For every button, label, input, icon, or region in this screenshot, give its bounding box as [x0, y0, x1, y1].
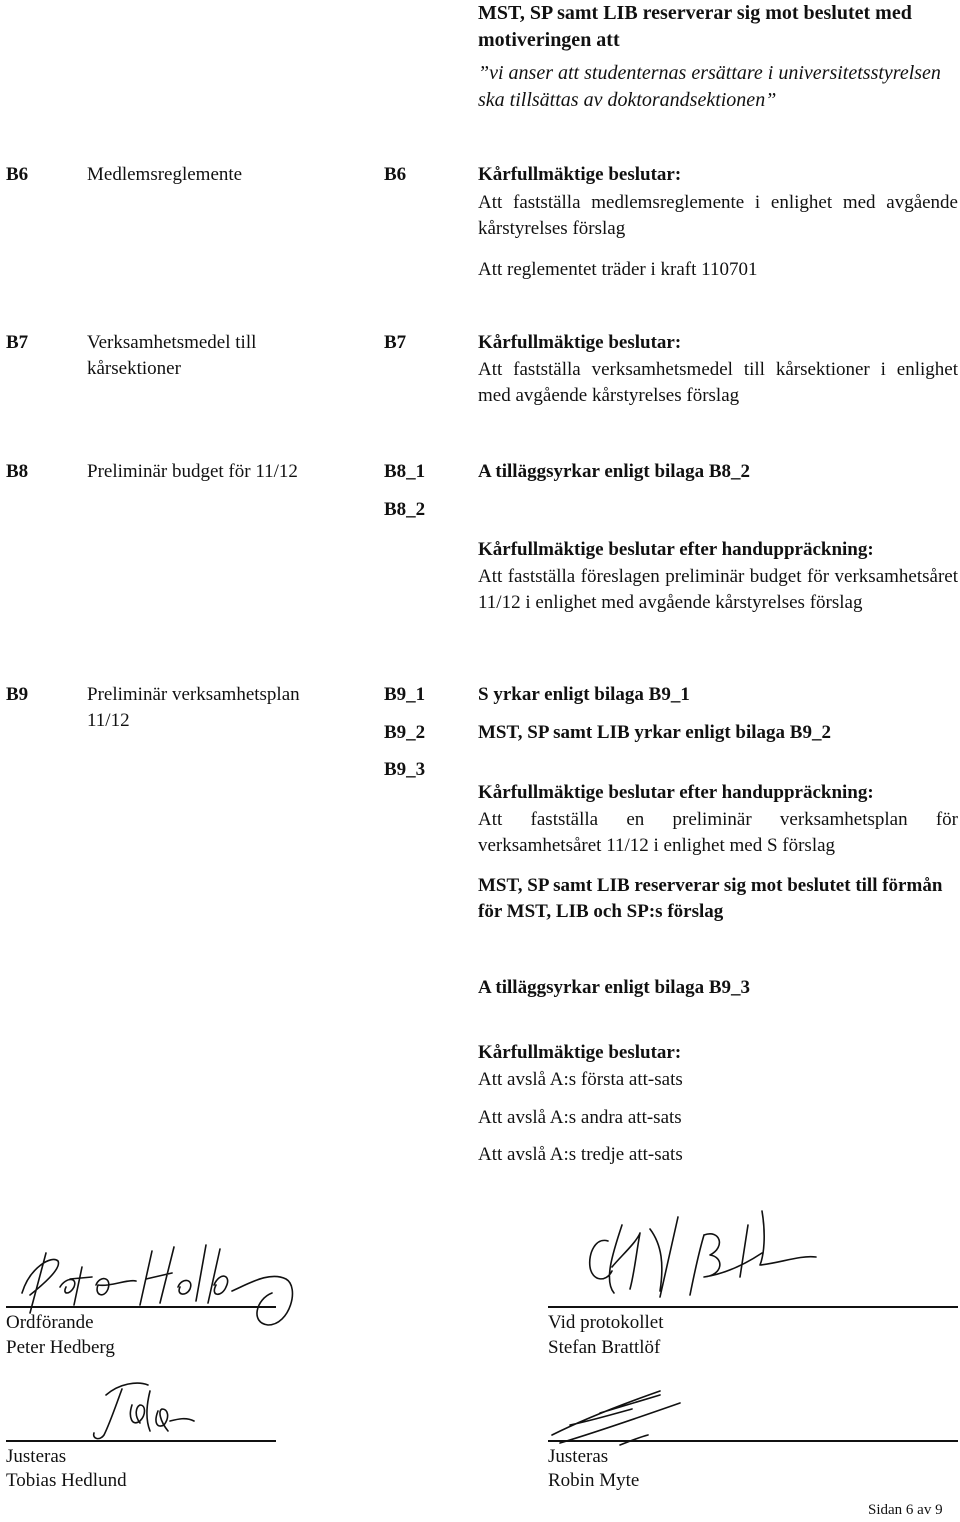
signature-line-minutes	[548, 1306, 958, 1308]
decision-label-b6: Kårfullmäktige beslutar:	[478, 164, 682, 185]
signature-line-adjuster2	[548, 1440, 958, 1442]
decision-label-b7: Kårfullmäktige beslutar:	[478, 332, 682, 353]
decision-text-b9: Att fastställa en preliminär verksamhetsplan för verksamhetsåret 11/12 i enlighet med S förslag	[478, 809, 958, 856]
item-ref-b8-2: B8_2	[384, 499, 426, 520]
decision-text-b9-2a: Att avslå A:s första att-sats	[478, 1069, 683, 1090]
decision-text-b9-2b: Att avslå A:s andra att-sats	[478, 1107, 682, 1128]
signature-line-chair	[6, 1306, 276, 1308]
decision-label-b8: Kårfullmäktige beslutar efter handuppräckning:	[478, 539, 874, 560]
reservation-quote: ”vi anser att studenternas ersättare i universitetsstyrelsen ska tillsättas av doktorandsektionen”	[478, 62, 941, 111]
adjuster2-name: Robin Myte	[548, 1470, 640, 1491]
item-code-b8: B8	[6, 461, 29, 482]
item-ref-b9-1: B9_1	[384, 684, 426, 705]
item-ref-b6: B6	[384, 164, 407, 185]
item-ref-b9-3: B9_3	[384, 759, 426, 780]
adjuster1-name: Tobias Hedlund	[6, 1470, 127, 1491]
claim-b9-3: A tilläggsyrkar enligt bilaga B9_3	[478, 977, 751, 998]
claim-b9-2: MST, SP samt LIB yrkar enligt bilaga B9_2	[478, 722, 831, 743]
claim-b8: A tilläggsyrkar enligt bilaga B8_2	[478, 461, 751, 482]
adjuster2-role: Justeras	[548, 1446, 609, 1467]
reservation-b9: MST, SP samt LIB reserverar sig mot beslutet till förmån för MST, LIB och SP:s förslag	[478, 875, 943, 922]
decision-label-b9: Kårfullmäktige beslutar efter handuppräckning:	[478, 782, 874, 803]
item-code-b9: B9	[6, 684, 29, 705]
item-title-b9: Preliminär verksamhetsplan 11/12	[87, 684, 300, 731]
chair-role: Ordförande	[6, 1312, 94, 1333]
decision-text-b7: Att fastställa verksamhetsmedel till kårsektioner i enlighet med avgående kårstyrelses förslag	[478, 359, 958, 406]
reservation-heading: MST, SP samt LIB reserverar sig mot beslutet med motiveringen att	[478, 2, 912, 51]
decision-text-b6: Att fastställa medlemsreglemente i enlighet med avgående kårstyrelses förslag	[478, 192, 958, 239]
adjuster1-role: Justeras	[6, 1446, 67, 1467]
item-code-b6: B6	[6, 164, 29, 185]
signature-drawings	[0, 1195, 960, 1455]
minutes-role: Vid protokollet	[548, 1312, 664, 1333]
decision-label-b9-2: Kårfullmäktige beslutar:	[478, 1042, 682, 1063]
item-title-b6: Medlemsreglemente	[87, 164, 243, 185]
item-code-b7: B7	[6, 332, 29, 353]
signature-line-adjuster1	[6, 1440, 276, 1442]
decision-text-b9-2c: Att avslå A:s tredje att-sats	[478, 1144, 683, 1165]
item-ref-b8-1: B8_1	[384, 461, 426, 482]
signature-adjuster2	[552, 1391, 680, 1445]
chair-name: Peter Hedberg	[6, 1337, 115, 1358]
decision-text-b6-2: Att reglementet träder i kraft 110701	[478, 259, 758, 280]
signature-minutes	[590, 1211, 816, 1297]
item-ref-b7: B7	[384, 332, 407, 353]
item-title-b8: Preliminär budget för 11/12	[87, 461, 298, 482]
item-title-b7: Verksamhetsmedel till kårsektioner	[87, 332, 257, 379]
claim-b9-1: S yrkar enligt bilaga B9_1	[478, 684, 690, 705]
page-number: Sidan 6 av 9	[868, 1502, 943, 1518]
minutes-name: Stefan Brattlöf	[548, 1337, 661, 1358]
item-ref-b9-2: B9_2	[384, 722, 426, 743]
signature-adjuster1	[94, 1383, 194, 1438]
decision-text-b8: Att fastställa föreslagen preliminär budget för verksamhetsåret 11/12 i enlighet med avgående kårstyrelses förslag	[478, 566, 958, 613]
